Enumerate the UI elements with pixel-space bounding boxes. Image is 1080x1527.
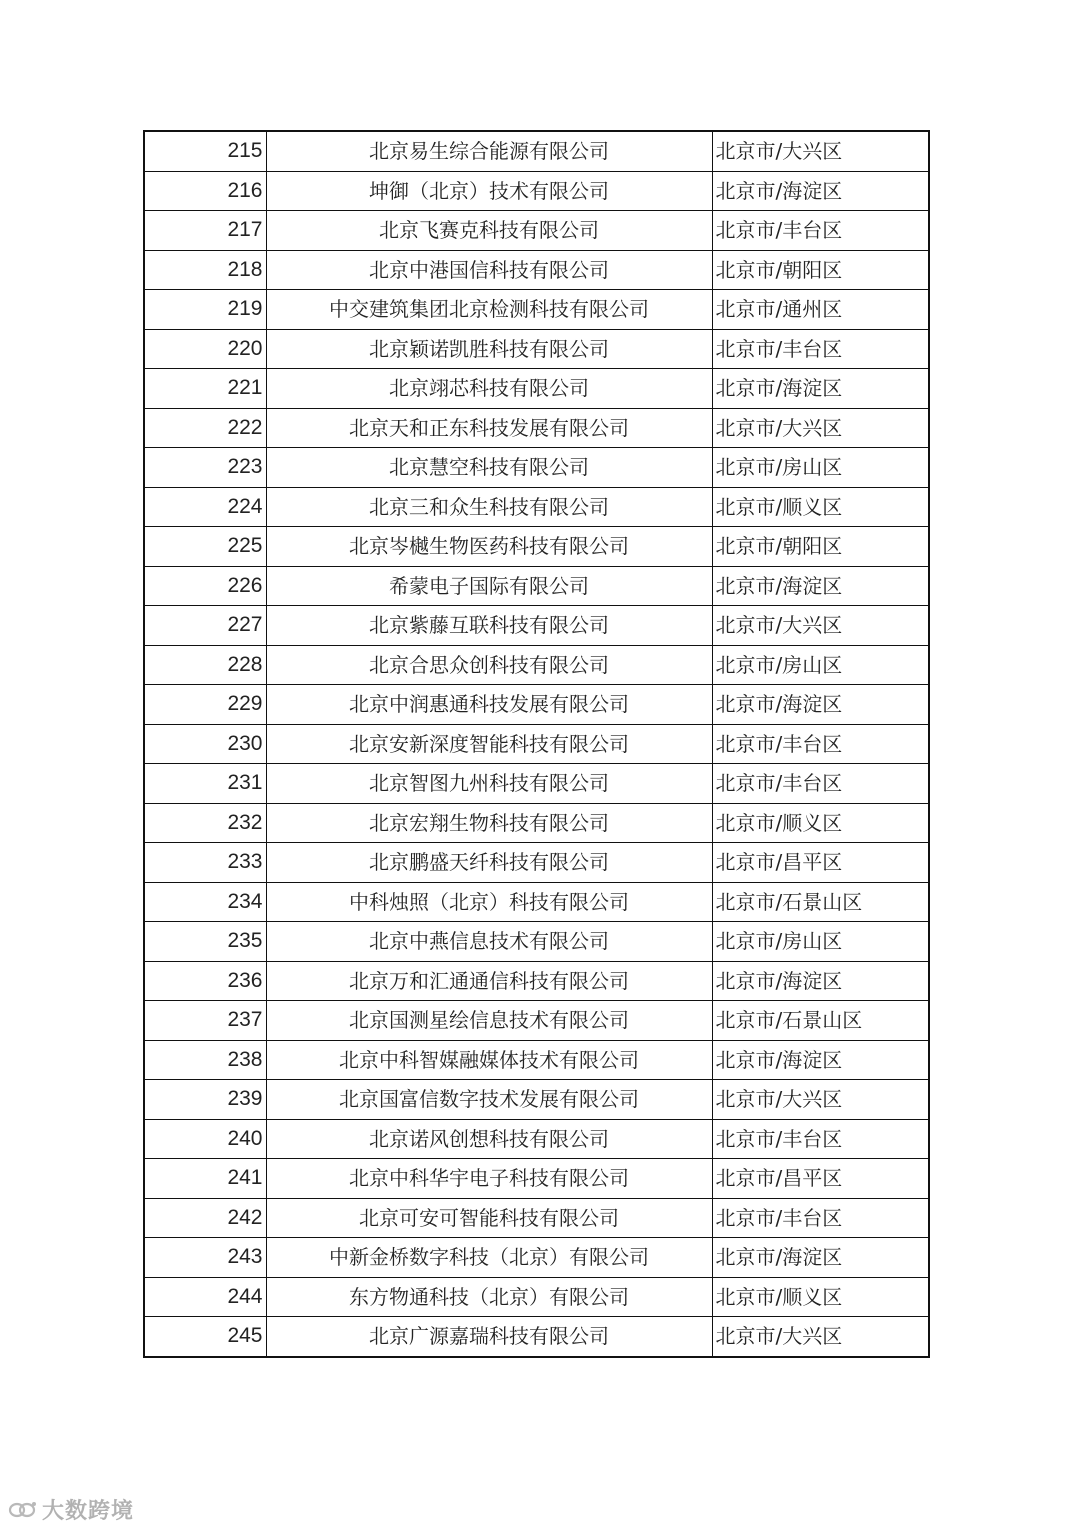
company-location: 北京市/昌平区 xyxy=(712,1159,929,1199)
company-location: 北京市/房山区 xyxy=(712,922,929,962)
company-name: 北京可安可智能科技有限公司 xyxy=(266,1198,712,1238)
table-row xyxy=(144,1159,929,1199)
company-name: 北京中科华宇电子科技有限公司 xyxy=(266,1159,712,1199)
table-row xyxy=(144,645,929,685)
company-location: 北京市/大兴区 xyxy=(712,606,929,646)
company-name: 北京鹏盛天纤科技有限公司 xyxy=(266,843,712,883)
company-name: 中新金桥数字科技（北京）有限公司 xyxy=(266,1238,712,1278)
row-number: 242 xyxy=(144,1198,266,1238)
table-row xyxy=(144,1317,929,1357)
company-location: 北京市/房山区 xyxy=(712,448,929,488)
company-name: 北京天和正东科技发展有限公司 xyxy=(266,408,712,448)
table-row xyxy=(144,369,929,409)
row-number: 219 xyxy=(144,290,266,330)
company-location: 北京市/丰台区 xyxy=(712,1198,929,1238)
company-name: 北京智图九州科技有限公司 xyxy=(266,764,712,804)
row-number: 234 xyxy=(144,882,266,922)
company-location: 北京市/丰台区 xyxy=(712,764,929,804)
company-name: 北京慧空科技有限公司 xyxy=(266,448,712,488)
row-number: 237 xyxy=(144,1001,266,1041)
row-number: 229 xyxy=(144,685,266,725)
row-number: 243 xyxy=(144,1238,266,1278)
company-name: 中科烛照（北京）科技有限公司 xyxy=(266,882,712,922)
row-number: 240 xyxy=(144,1119,266,1159)
company-location: 北京市/大兴区 xyxy=(712,408,929,448)
table-row xyxy=(144,408,929,448)
row-number: 222 xyxy=(144,408,266,448)
row-number: 235 xyxy=(144,922,266,962)
company-location: 北京市/海淀区 xyxy=(712,961,929,1001)
company-name: 北京中燕信息技术有限公司 xyxy=(266,922,712,962)
row-number: 241 xyxy=(144,1159,266,1199)
link-logo-icon xyxy=(8,1499,38,1521)
company-list-body xyxy=(144,131,929,1357)
company-location: 北京市/通州区 xyxy=(712,290,929,330)
company-name: 北京宏翔生物科技有限公司 xyxy=(266,803,712,843)
table-row xyxy=(144,1040,929,1080)
table-row xyxy=(144,882,929,922)
row-number: 217 xyxy=(144,211,266,251)
table-row xyxy=(144,290,929,330)
company-name: 北京易生综合能源有限公司 xyxy=(266,131,712,171)
company-location: 北京市/海淀区 xyxy=(712,1040,929,1080)
row-number: 226 xyxy=(144,566,266,606)
company-location: 北京市/丰台区 xyxy=(712,724,929,764)
table-row xyxy=(144,1119,929,1159)
company-name: 希蒙电子国际有限公司 xyxy=(266,566,712,606)
company-name: 北京国测星绘信息技术有限公司 xyxy=(266,1001,712,1041)
company-name: 北京中润惠通科技发展有限公司 xyxy=(266,685,712,725)
table-row xyxy=(144,1277,929,1317)
table-row xyxy=(144,448,929,488)
company-location: 北京市/大兴区 xyxy=(712,1080,929,1120)
company-location: 北京市/顺义区 xyxy=(712,487,929,527)
company-name: 北京国富信数字技术发展有限公司 xyxy=(266,1080,712,1120)
table-row xyxy=(144,922,929,962)
table-row xyxy=(144,606,929,646)
row-number: 238 xyxy=(144,1040,266,1080)
company-location: 北京市/顺义区 xyxy=(712,1277,929,1317)
company-location: 北京市/丰台区 xyxy=(712,1119,929,1159)
company-location: 北京市/丰台区 xyxy=(712,211,929,251)
company-location: 北京市/海淀区 xyxy=(712,369,929,409)
table-row xyxy=(144,566,929,606)
company-location: 北京市/大兴区 xyxy=(712,131,929,171)
company-name: 北京中科智媒融媒体技术有限公司 xyxy=(266,1040,712,1080)
company-location: 北京市/顺义区 xyxy=(712,803,929,843)
company-location: 北京市/朝阳区 xyxy=(712,527,929,567)
table-row xyxy=(144,1080,929,1120)
table-row xyxy=(144,803,929,843)
company-location: 北京市/海淀区 xyxy=(712,1238,929,1278)
row-number: 227 xyxy=(144,606,266,646)
table-row xyxy=(144,1238,929,1278)
company-name: 北京安新深度智能科技有限公司 xyxy=(266,724,712,764)
company-name: 北京紫藤互联科技有限公司 xyxy=(266,606,712,646)
company-location: 北京市/海淀区 xyxy=(712,566,929,606)
table-row xyxy=(144,1001,929,1041)
table-row xyxy=(144,211,929,251)
table-row xyxy=(144,685,929,725)
row-number: 221 xyxy=(144,369,266,409)
company-name: 北京翊芯科技有限公司 xyxy=(266,369,712,409)
row-number: 230 xyxy=(144,724,266,764)
table-row xyxy=(144,843,929,883)
company-name: 中交建筑集团北京检测科技有限公司 xyxy=(266,290,712,330)
table-row xyxy=(144,329,929,369)
table-row xyxy=(144,1198,929,1238)
company-location: 北京市/丰台区 xyxy=(712,329,929,369)
table-row xyxy=(144,131,929,171)
company-location: 北京市/石景山区 xyxy=(712,882,929,922)
row-number: 223 xyxy=(144,448,266,488)
row-number: 215 xyxy=(144,131,266,171)
company-name: 北京万和汇通通信科技有限公司 xyxy=(266,961,712,1001)
row-number: 233 xyxy=(144,843,266,883)
table-row xyxy=(144,171,929,211)
company-location: 北京市/房山区 xyxy=(712,645,929,685)
row-number: 244 xyxy=(144,1277,266,1317)
table-row xyxy=(144,764,929,804)
row-number: 216 xyxy=(144,171,266,211)
company-name: 北京广源嘉瑞科技有限公司 xyxy=(266,1317,712,1357)
row-number: 224 xyxy=(144,487,266,527)
company-name: 东方物通科技（北京）有限公司 xyxy=(266,1277,712,1317)
company-location: 北京市/海淀区 xyxy=(712,171,929,211)
watermark xyxy=(8,1494,134,1525)
company-name: 北京飞赛克科技有限公司 xyxy=(266,211,712,251)
row-number: 232 xyxy=(144,803,266,843)
company-location: 北京市/昌平区 xyxy=(712,843,929,883)
watermark-text: 大数跨境 xyxy=(42,1499,135,1524)
row-number: 228 xyxy=(144,645,266,685)
company-list-table xyxy=(143,130,930,1358)
row-number: 236 xyxy=(144,961,266,1001)
company-location: 北京市/石景山区 xyxy=(712,1001,929,1041)
row-number: 231 xyxy=(144,764,266,804)
company-location: 北京市/朝阳区 xyxy=(712,250,929,290)
row-number: 220 xyxy=(144,329,266,369)
company-name: 北京三和众生科技有限公司 xyxy=(266,487,712,527)
table-row xyxy=(144,527,929,567)
company-location: 北京市/大兴区 xyxy=(712,1317,929,1357)
row-number: 225 xyxy=(144,527,266,567)
company-name: 北京合思众创科技有限公司 xyxy=(266,645,712,685)
company-name: 北京颖诺凯胜科技有限公司 xyxy=(266,329,712,369)
row-number: 245 xyxy=(144,1317,266,1357)
company-name: 北京中港国信科技有限公司 xyxy=(266,250,712,290)
row-number: 218 xyxy=(144,250,266,290)
row-number: 239 xyxy=(144,1080,266,1120)
table-row xyxy=(144,250,929,290)
company-name: 北京诺风创想科技有限公司 xyxy=(266,1119,712,1159)
table-row xyxy=(144,724,929,764)
company-name: 北京岑樾生物医药科技有限公司 xyxy=(266,527,712,567)
table-row xyxy=(144,961,929,1001)
table-row xyxy=(144,487,929,527)
company-name: 坤御（北京）技术有限公司 xyxy=(266,171,712,211)
company-location: 北京市/海淀区 xyxy=(712,685,929,725)
